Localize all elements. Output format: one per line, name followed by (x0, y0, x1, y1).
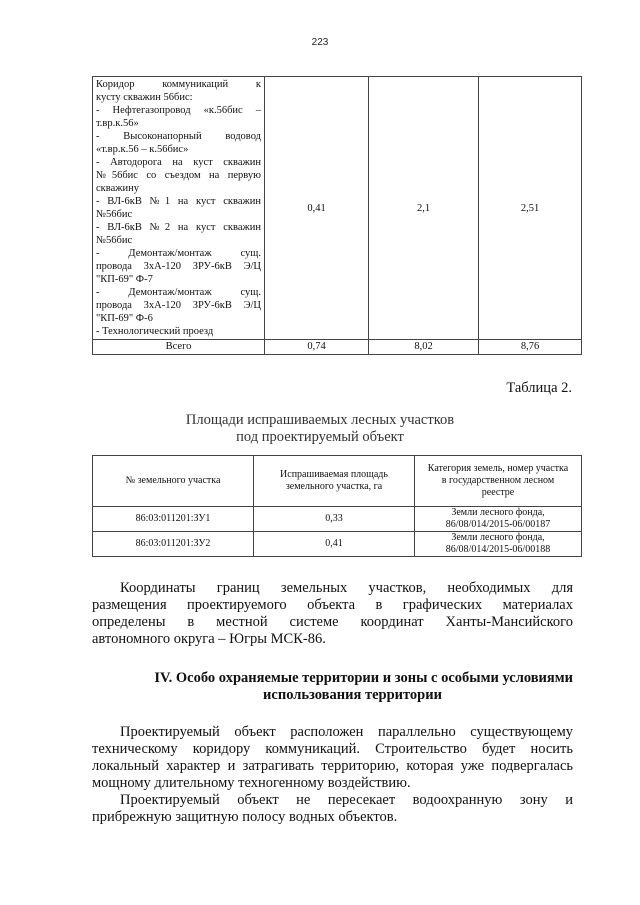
corridor-description-cell (93, 77, 265, 340)
paragraph-line: автономного округа – Югры МСК-86. (92, 631, 326, 647)
corridor-value-cell: 2,51 (479, 77, 582, 340)
section-heading-line: IV. Особо охраняемые территории и зоны с особыми условиями (154, 670, 573, 686)
corridor-line: - Высоконапорный водовод (96, 131, 261, 142)
registry-number: 86/08/014/2015-06/00188 (445, 544, 551, 555)
registry-number: 86/08/014/2015-06/00187 (445, 519, 551, 530)
plot-number-cell: 86:03:011201:ЗУ1 (93, 507, 254, 532)
table-header-row (93, 456, 582, 507)
paragraph-line: размещения проектируемого объекта в графических материалах (92, 597, 573, 613)
table-title (0, 412, 640, 446)
corridor-line: - Демонтаж/монтаж сущ. (96, 248, 261, 259)
communications-table (92, 76, 582, 355)
corridor-line: «т.вр.к.56 – к.56бис» (96, 144, 189, 155)
paragraph-line: Проектируемый объект не пересекает водоохранную зону и (120, 792, 573, 808)
land-plots-table (92, 455, 582, 557)
table-row (93, 507, 582, 532)
category-text: Земли лесного фонда, (451, 507, 545, 518)
paragraph-line: Проектируемый объект расположен параллельно существующему (120, 724, 573, 740)
column-header: Испрашиваемая площадь земельного участка, га (254, 456, 415, 507)
corridor-line: провода 3хА-120 ЗРУ-6кВ Э/Ц (96, 300, 261, 311)
corridor-line: Коридор коммуникаций к (96, 79, 261, 90)
paragraph-line: техническому коридору коммуникаций. Строительство будет носить (92, 741, 573, 757)
paragraph-project-location (92, 724, 573, 792)
column-header: Категория земель, номер участка в государственном лесном реестре (415, 456, 582, 507)
column-header: № земельного участка (93, 456, 254, 507)
table-title-line: под проектируемый объект (236, 429, 404, 445)
category-text: Земли лесного фонда, (451, 532, 545, 543)
total-value-cell: 0,74 (265, 340, 369, 355)
table-row-total (93, 340, 582, 355)
section-heading (92, 670, 573, 704)
corridor-line: - Автодорога на куст скважин (96, 157, 261, 168)
corridor-line: - Технологический проезд (96, 326, 214, 337)
total-label-cell: Всего (93, 340, 265, 355)
plot-category-cell (415, 507, 582, 532)
paragraph-water-zone (92, 792, 573, 826)
corridor-line: - ВЛ-6кВ №1 на куст скважин (96, 196, 261, 207)
page-number: 223 (311, 37, 329, 48)
corridor-line: "КП-69" Ф-7 (96, 274, 153, 285)
corridor-line: - Демонтаж/монтаж сущ. (96, 287, 261, 298)
section-heading-line: использования территории (263, 687, 442, 703)
corridor-line: скважину (96, 183, 139, 194)
corridor-line: №56бис (96, 235, 133, 246)
table-row (93, 532, 582, 557)
paragraph-line: мощному длительному техногенному воздействию. (92, 775, 411, 791)
paragraph-line: локальный характер и затрагивать территорию, которая уже подвергалась (92, 758, 573, 774)
corridor-value-cell: 2,1 (369, 77, 479, 340)
corridor-line: №56бис со съездом на первую (96, 170, 261, 181)
paragraph-line: Координаты границ земельных участков, необходимых для (120, 580, 573, 596)
plot-area-cell: 0,33 (254, 507, 415, 532)
table-caption: Таблица 2. (506, 380, 572, 396)
plot-area-cell: 0,41 (254, 532, 415, 557)
plot-category-cell (415, 532, 582, 557)
corridor-line: - ВЛ-6кВ №2 на куст скважин (96, 222, 261, 233)
total-value-cell: 8,76 (479, 340, 582, 355)
corridor-line: т.вр.к.56» (96, 118, 139, 129)
table-title-line: Площади испрашиваемых лесных участков (185, 412, 455, 428)
corridor-line: "КП-69" Ф-6 (96, 313, 153, 324)
plot-number-cell: 86:03:011201:ЗУ2 (93, 532, 254, 557)
total-value-cell: 8,02 (369, 340, 479, 355)
corridor-line: №56бис (96, 209, 133, 220)
corridor-line: провода 3хА-120 ЗРУ-6кВ Э/Ц (96, 261, 261, 272)
corridor-line: - Нефтегазопровод «к.56бис – (96, 105, 261, 116)
table-row-corridor (93, 77, 582, 340)
paragraph-line: определены в местной системе координат Ханты-Мансийского (92, 614, 573, 630)
corridor-value-cell: 0,41 (265, 77, 369, 340)
paragraph-line: прибрежную защитную полосу водных объектов. (92, 809, 398, 825)
coordinates-paragraph (92, 580, 573, 648)
corridor-line: кусту скважин 56бис: (96, 92, 193, 103)
